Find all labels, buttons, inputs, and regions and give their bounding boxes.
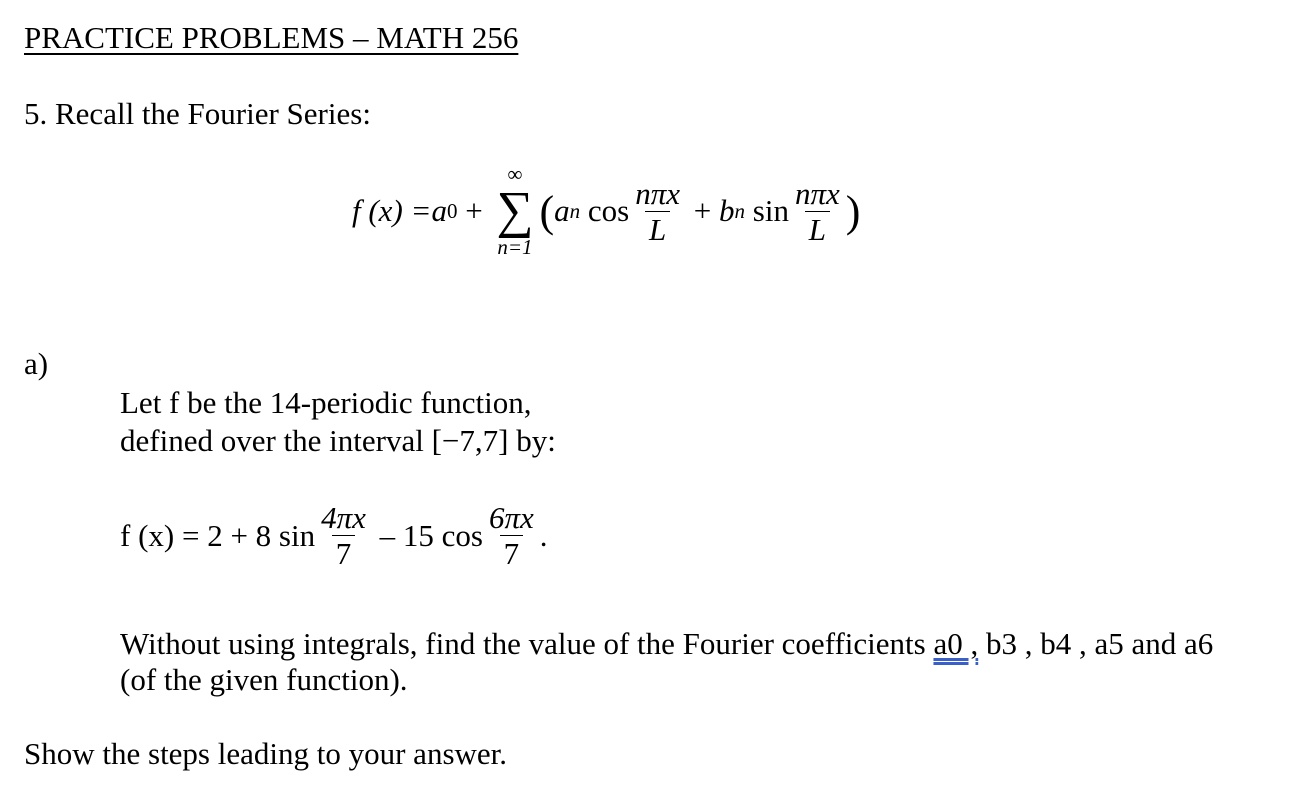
function-frac-sin [317,502,370,569]
series-frac-sin [791,175,844,247]
task-line-2: (of the given function). [120,662,408,697]
frac-sin-den: L [805,211,830,245]
series-cos: cos [580,193,630,228]
frac-cos-den: L [645,211,670,245]
function-frac-cos [485,502,538,569]
series-lhs: f (x) = [352,193,432,228]
open-paren: ( [539,186,555,236]
series-bn: b [719,193,735,228]
series-a0-sub: 0 [446,198,458,223]
function-end: . [539,517,548,553]
series-an: a [554,193,570,228]
fourier-series-formula [352,164,860,258]
footer-instruction: Show the steps leading to your answer. [24,736,508,771]
sum-lower-limit: n=1 [497,235,533,259]
task-post: b3 , b4 , a5 and a6 [978,626,1214,661]
frac1-num: 4πx [321,500,366,535]
frac1-den: 7 [332,535,356,569]
function-lhs: f (x) = 2 + 8 sin [120,517,316,553]
series-plus: + [457,193,491,228]
series-a0: a [431,193,447,228]
frac-cos-num: nπx [635,175,681,211]
frac2-num: 6πx [489,500,534,535]
series-plus-2: + [686,193,720,228]
function-mid: – 15 cos [371,517,483,553]
series-sin: sin [745,193,789,228]
close-paren: ) [845,186,861,236]
frac-sin-num: nπx [794,175,840,211]
given-function-formula [120,502,548,569]
frac2-den: 7 [500,535,524,569]
part-a-line-2: defined over the interval [−7,7] by: [120,423,556,458]
coefficient-link[interactable]: a0 , [933,626,979,661]
series-an-sub: n [569,198,581,223]
series-frac-cos [631,175,684,247]
task-line-1 [120,626,1213,662]
page-title: PRACTICE PROBLEMS – MATH 256 [24,20,519,55]
summation [496,164,533,258]
part-a-line-1: Let f be the 14-periodic function, [120,385,532,420]
task-pre: Without using integrals, find the value of the Fourier coefficients [120,626,934,661]
part-a-label: a) [24,346,49,381]
sum-symbol: ∑ [496,182,534,239]
sum-upper-limit: ∞ [507,162,523,186]
series-bn-sub: n [734,198,746,223]
problem-intro: 5. Recall the Fourier Series: [24,96,371,131]
